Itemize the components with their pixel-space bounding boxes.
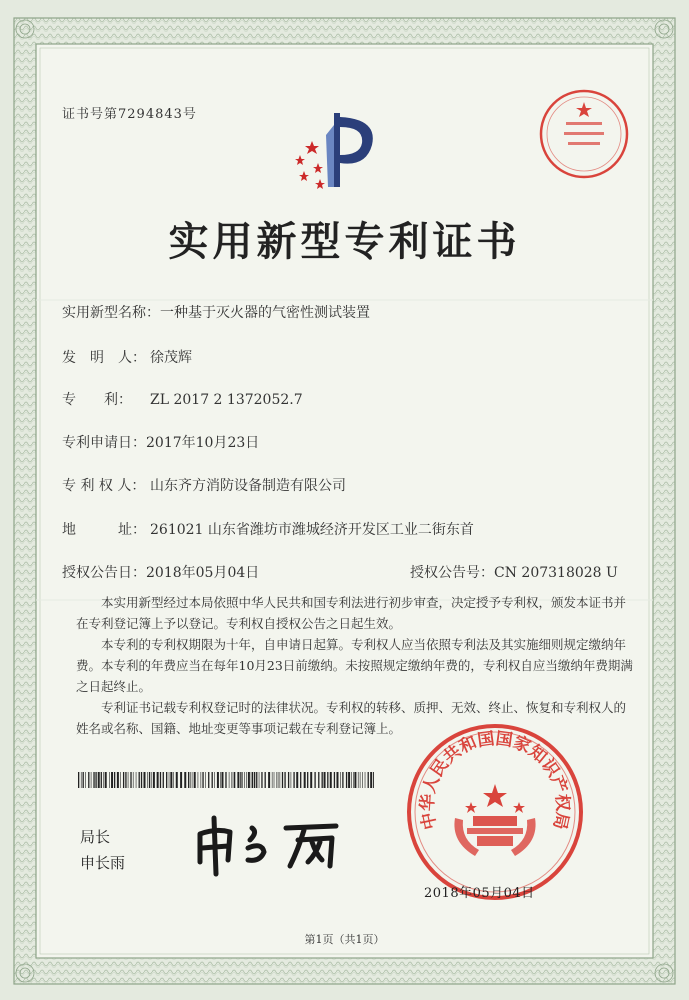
barcode-bar [81, 772, 82, 788]
barcode-bar [348, 772, 350, 788]
utility-model-name-label: 实用新型名称： [62, 305, 160, 321]
patent-number-value: ZL 2017 2 1372052.7 [150, 392, 303, 408]
barcode-bar [188, 772, 189, 788]
barcode-bar [133, 772, 134, 788]
barcode-bar [293, 772, 294, 788]
barcode-bar [274, 772, 275, 788]
barcode-bar [128, 772, 129, 788]
barcode-bar [101, 772, 102, 788]
barcode-bar [268, 772, 270, 788]
barcode-bar [225, 772, 226, 788]
barcode-bar [334, 772, 335, 788]
barcode-bar [111, 772, 113, 788]
utility-model-name-value: 一种基于灭火器的气密性测试装置 [160, 305, 370, 321]
barcode-bar [304, 772, 306, 788]
barcode-bar [184, 772, 186, 788]
barcode-bar [93, 772, 94, 788]
page-number: 第1页（共1页） [304, 933, 385, 946]
barcode-bar [136, 772, 137, 788]
barcode-bar [166, 772, 167, 788]
barcode-bar [288, 772, 289, 788]
barcode-bar [85, 772, 86, 788]
barcode-bar [173, 772, 174, 788]
barcode-bar [342, 772, 343, 788]
certificate-title: 实用新型专利证书 [168, 218, 521, 265]
barcode-bar [103, 772, 104, 788]
barcode-bar [256, 772, 257, 788]
barcode-bar [88, 772, 89, 788]
barcode-bar [242, 772, 243, 788]
barcode-bar [248, 772, 250, 788]
barcode-bar [336, 772, 338, 788]
barcode-bar [98, 772, 100, 788]
signature-icon [186, 800, 346, 880]
barcode-bar [233, 772, 234, 788]
barcode-bar [109, 772, 110, 788]
barcode-bar [160, 772, 161, 788]
barcode-bar [296, 772, 298, 788]
barcode-bar [123, 772, 124, 788]
barcode-bar [251, 772, 252, 788]
patentee-value: 山东齐方消防设备制造有限公司 [150, 478, 346, 494]
barcode-bar [202, 772, 203, 788]
barcode-bar [307, 772, 308, 788]
barcode-bar [354, 772, 356, 788]
barcode-bar [365, 772, 366, 788]
barcode-bar [282, 772, 283, 788]
barcode-bar [368, 772, 369, 788]
address-field [62, 519, 474, 539]
barcode-bar [190, 772, 191, 788]
barcode-bar [151, 772, 152, 788]
barcode-bar [310, 772, 312, 788]
barcode-bar [324, 772, 326, 788]
director-name: 申长雨 [80, 854, 126, 872]
barcode-bar [291, 772, 292, 788]
big-seal-text: 中华人民共和国国家知识产权局 [417, 728, 573, 832]
paragraph-legal-status: 专利证书记载专利权登记时的法律状况。专利权的转移、质押、无效、终止、恢复和专利权人的姓名或名称、国籍、地址变更等事项记载在专利登记簿上。 [76, 700, 627, 736]
inventor-label: 发 明 人： [62, 350, 146, 366]
agent-seal-icon [538, 88, 630, 180]
patentee-label: 专 利 权 人： [62, 478, 146, 494]
address-label: 地 址： [62, 522, 146, 538]
barcode-bar [252, 772, 253, 788]
barcode-bar [327, 772, 328, 788]
office-seal-icon [405, 722, 585, 902]
barcode-bar [322, 772, 323, 788]
barcode-bar [105, 772, 107, 788]
barcode-bar [240, 772, 241, 788]
barcode-bar [78, 772, 79, 788]
barcode-bar [360, 772, 361, 788]
barcode-bar [246, 772, 247, 788]
barcode-bar [95, 772, 96, 788]
barcode-bar [125, 772, 126, 788]
barcode-bar [212, 772, 213, 788]
barcode-bar [117, 772, 119, 788]
filing-date-label: 专利申请日： [62, 435, 146, 451]
grant-number-field [410, 562, 618, 582]
barcode-icon [78, 772, 374, 788]
barcode-bar [143, 772, 145, 788]
barcode-bar [149, 772, 150, 788]
barcode-bar [170, 772, 172, 788]
utility-model-name-field [62, 302, 370, 322]
seal-date: 2018年05月04日 [424, 886, 535, 901]
barcode-bar [194, 772, 196, 788]
certificate-number: 证书号第7294843号 [62, 107, 197, 122]
barcode-bar [237, 772, 239, 788]
barcode-bar [201, 772, 202, 788]
barcode-bar [114, 772, 115, 788]
patentee-field [62, 475, 346, 495]
barcode-bar [284, 772, 285, 788]
barcode-bar [139, 772, 140, 788]
barcode-bar [153, 772, 155, 788]
barcode-bar [318, 772, 319, 788]
grant-number-value: CN 207318028 U [494, 565, 618, 581]
barcode-bar [314, 772, 315, 788]
barcode-bar [147, 772, 148, 788]
paragraph-grant: 本实用新型经过本局依照中华人民共和国专利法进行初步审查，决定授予专利权，颁发本证书并在专利登记簿上予以登记。专利权自授权公告之日起生效。 [76, 595, 627, 631]
barcode-bar [120, 772, 121, 788]
director-title: 局长 [80, 828, 111, 846]
barcode-bar [261, 772, 262, 788]
barcode-bar [91, 772, 92, 788]
barcode-bar [351, 772, 352, 788]
grant-number-label: 授权公告号： [410, 565, 494, 581]
barcode-bar [370, 772, 372, 788]
barcode-bar [346, 772, 347, 788]
grant-date-label: 授权公告日： [62, 565, 146, 581]
patent-number-field [62, 389, 303, 409]
barcode-bar [217, 772, 219, 788]
barcode-bar [180, 772, 182, 788]
barcode-bar [229, 772, 230, 788]
barcode-bar [358, 772, 359, 788]
barcode-bar [373, 772, 374, 788]
patent-office-logo-icon [282, 105, 392, 195]
barcode-bar [169, 772, 170, 788]
patent-number-label: 专 利： [62, 392, 132, 408]
barcode-bar [130, 772, 131, 788]
barcode-bar [353, 772, 354, 788]
barcode-bar [280, 772, 281, 788]
filing-date-field [62, 432, 259, 452]
paragraph-term: 本专利的专利权期限为十年，自申请日起算。专利权人应当依照专利法及其实施细则规定缴纳年费。本专利的年费应当在每年10月23日前缴纳。未按照规定缴纳年费的，专利权自应当缴纳年费期满之日起终止。 [76, 637, 633, 694]
barcode-bar [244, 772, 245, 788]
barcode-bar [220, 772, 221, 788]
barcode-bar [192, 772, 193, 788]
barcode-bar [205, 772, 206, 788]
barcode-bar [300, 772, 301, 788]
barcode-bar [231, 772, 232, 788]
barcode-bar [198, 772, 199, 788]
grant-date-field [62, 562, 259, 582]
barcode-bar [330, 772, 332, 788]
barcode-bar [221, 772, 223, 788]
barcode-bar [272, 772, 273, 788]
barcode-bar [214, 772, 215, 788]
barcode-bar [254, 772, 255, 788]
inventor-field [62, 347, 192, 367]
barcode-bar [176, 772, 178, 788]
address-value: 261021 山东省潍坊市潍城经济开发区工业二街东首 [150, 522, 474, 538]
barcode-bar [278, 772, 279, 788]
inventor-value: 徐茂辉 [150, 350, 192, 366]
barcode-bar [276, 772, 277, 788]
barcode-bar [141, 772, 142, 788]
barcode-bar [259, 772, 260, 788]
barcode-bar [157, 772, 159, 788]
grant-date-value: 2018年05月04日 [146, 565, 260, 581]
barcode-bar [234, 772, 235, 788]
barcode-bar [163, 772, 164, 788]
barcode-bar [83, 772, 84, 788]
barcode-bar [208, 772, 209, 788]
barcode-bar [340, 772, 341, 788]
barcode-bar [362, 772, 363, 788]
barcode-bar [265, 772, 266, 788]
filing-date-value: 2017年10月23日 [146, 435, 260, 451]
